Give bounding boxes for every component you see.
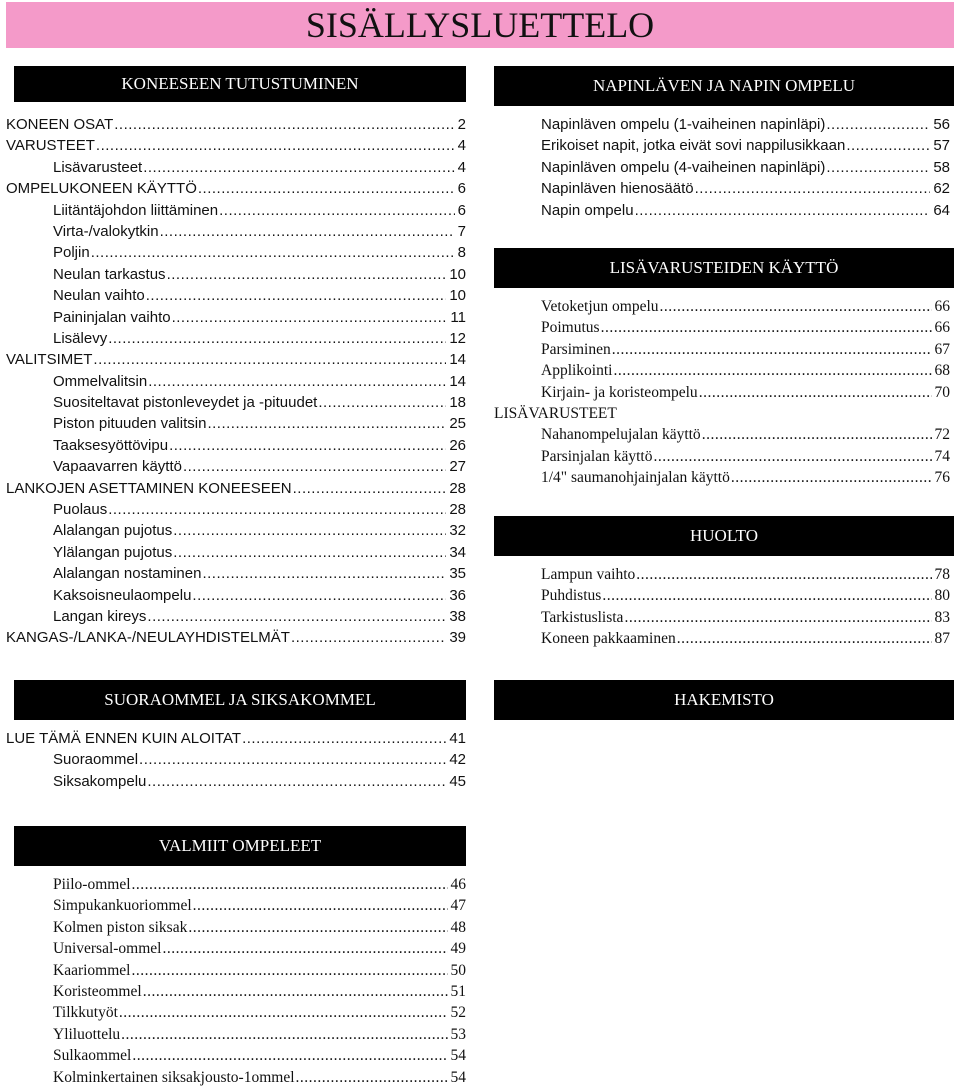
toc-entry-title: Vetoketjun ompelu: [541, 298, 659, 315]
toc-entry-page: 80: [934, 587, 950, 605]
toc-leader-dots: [660, 296, 932, 317]
toc-entry-page: 4: [457, 137, 466, 155]
toc-entry-title: Kirjain- ja koristeompelu: [541, 383, 698, 401]
toc-entry-title: KONEEN OSAT: [6, 116, 114, 133]
toc-leader-dots: [624, 607, 931, 628]
toc-entry: [6, 749, 472, 770]
toc-entry: [6, 349, 472, 370]
toc-list-koneeseen: [6, 114, 472, 649]
toc-entry-page: 32: [449, 522, 466, 540]
toc-entry: [6, 585, 472, 606]
toc-entry-title: Vapaavarren käyttö: [53, 458, 182, 476]
toc-entry-title: Virta-/valokytkin: [53, 222, 159, 240]
toc-entry-title: Erikoiset napit, jotka eivät sovi nappilusikkaan: [541, 137, 846, 155]
toc-entry-page: 47: [450, 897, 466, 915]
toc-entry-page: 78: [934, 566, 950, 583]
toc-leader-dots: [193, 895, 448, 916]
toc-entry: [494, 317, 954, 338]
toc-entry: [494, 157, 954, 178]
toc-entry-title: Puhdistus: [541, 587, 602, 605]
toc-entry: [494, 200, 954, 221]
toc-entry: [494, 424, 954, 445]
toc-leader-dots: [143, 981, 448, 1002]
toc-entry-title: Napinläven ompelu (1-vaiheinen napinläpi): [541, 116, 826, 133]
section-header-valmiit: VALMIIT OMPELEET: [14, 826, 466, 866]
section-header-suoraommel: SUORAOMMEL JA SIKSAKOMMEL: [14, 680, 466, 720]
toc-entry-page: 49: [450, 940, 466, 958]
toc-entry-title: Parsiminen: [541, 340, 611, 358]
toc-entry-page: 54: [450, 1047, 466, 1065]
section-napinlaven: [494, 66, 954, 221]
toc-entry-title: OMPELUKONEEN KÄYTTÖ: [6, 180, 197, 198]
toc-entry-page: 18: [449, 394, 466, 412]
toc-entry: [6, 895, 472, 916]
toc-entry-page: 6: [457, 201, 466, 219]
toc-entry-title: LISÄVARUSTEET: [494, 404, 617, 422]
toc-leader-dots: [296, 1067, 448, 1088]
section-header-napinlaven: NAPINLÄVEN JA NAPIN OMPELU: [494, 66, 954, 106]
toc-leader-dots: [192, 585, 446, 606]
section-hakemisto: [494, 680, 954, 720]
toc-entry-title: Puolaus: [53, 501, 108, 519]
toc-entry-page: 68: [934, 362, 950, 380]
toc-entry: [6, 328, 472, 349]
toc-leader-dots: [108, 499, 446, 520]
toc-leader-dots: [173, 542, 446, 563]
toc-entry-page: 72: [934, 426, 950, 444]
toc-entry-title: Kolminkertainen siksakjousto-1ommel: [53, 1068, 295, 1086]
toc-entry-title: Napinläven ompelu (4-vaiheinen napinläpi): [541, 158, 826, 176]
toc-entry-page: 8: [457, 244, 466, 262]
toc-entry: [6, 627, 472, 648]
toc-leader-dots: [169, 435, 446, 456]
toc-leader-dots: [242, 728, 446, 749]
toc-entry-title: Koneen pakkaaminen: [541, 630, 676, 648]
toc-list-huolto: [494, 564, 954, 650]
toc-entry: [494, 135, 954, 156]
toc-entry-page: 87: [934, 630, 950, 648]
section-lisavarusteiden: [494, 248, 954, 489]
toc-leader-dots: [147, 606, 446, 627]
toc-entry: [6, 135, 472, 156]
toc-leader-dots: [93, 349, 446, 370]
toc-entry: [6, 938, 472, 959]
toc-leader-dots: [202, 563, 446, 584]
toc-entry-title: Lampun vaihto: [541, 566, 636, 583]
toc-entry: [6, 499, 472, 520]
toc-entry-title: Napinläven hienosäätö: [541, 180, 694, 198]
toc-entry-title: Ylälangan pujotus: [53, 543, 173, 561]
toc-entry-title: Lisävarusteet: [53, 158, 143, 176]
toc-entry-page: 41: [449, 730, 466, 747]
toc-list-suoraommel: [6, 728, 472, 792]
toc-leader-dots: [699, 382, 932, 403]
toc-entry-page: 4: [457, 158, 466, 176]
toc-leader-dots: [826, 157, 930, 178]
toc-entry-page: 62: [933, 180, 950, 198]
toc-entry: [6, 307, 472, 328]
toc-entry-page: 27: [449, 458, 466, 476]
toc-entry-title: Langan kireys: [53, 607, 147, 625]
toc-leader-dots: [731, 467, 932, 488]
toc-entry: [6, 960, 472, 981]
toc-entry-page: 53: [450, 1025, 466, 1043]
toc-leader-dots: [91, 242, 455, 263]
toc-entry-title: Taaksesyöttövipu: [53, 436, 169, 454]
section-header-lisavarusteiden: LISÄVARUSTEIDEN KÄYTTÖ: [494, 248, 954, 288]
toc-entry-page: 26: [449, 436, 466, 454]
toc-entry-title: Siksakompelu: [53, 772, 147, 790]
toc-entry-page: 11: [450, 308, 466, 326]
toc-leader-dots: [132, 1045, 447, 1066]
toc-entry-page: 51: [450, 982, 466, 1000]
toc-entry-title: Piilo-ommel: [53, 876, 131, 893]
toc-leader-dots: [702, 424, 932, 445]
toc-entry: [6, 114, 472, 135]
toc-entry-page: 28: [449, 479, 466, 497]
toc-leader-dots: [612, 339, 932, 360]
toc-entry-title: VARUSTEET: [6, 137, 95, 155]
toc-entry-title: Poimutus: [541, 319, 600, 337]
toc-entry-title: Paininjalan vaihto: [53, 308, 171, 326]
toc-leader-dots: [162, 938, 447, 959]
toc-entry-page: 42: [449, 751, 466, 769]
toc-leader-dots: [291, 627, 446, 648]
toc-entry: [6, 413, 472, 434]
section-koneeseen: [6, 66, 472, 649]
toc-leader-dots: [602, 585, 931, 606]
toc-entry-page: 64: [933, 201, 950, 219]
toc-leader-dots: [119, 1002, 448, 1023]
toc-entry-title: Liitäntäjohdon liittäminen: [53, 201, 219, 219]
toc-entry-page: 50: [450, 961, 466, 979]
toc-entry: [6, 981, 472, 1002]
toc-entry-title: Alalangan nostaminen: [53, 565, 202, 583]
toc-leader-dots: [173, 520, 446, 541]
toc-entry: [6, 456, 472, 477]
toc-leader-dots: [96, 135, 455, 156]
toc-entry-title: Yliluottelu: [53, 1025, 121, 1043]
toc-entry-title: Applikointi: [541, 362, 613, 380]
toc-entry-title: Ommelvalitsin: [53, 372, 148, 390]
toc-list-valmiit: [6, 874, 472, 1088]
toc-entry-page: 67: [934, 340, 950, 358]
toc-leader-dots: [148, 371, 446, 392]
toc-entry: [6, 1067, 472, 1088]
toc-entry-page: 12: [449, 329, 466, 347]
toc-entry-page: 76: [934, 469, 950, 487]
toc-entry-page: 6: [457, 180, 466, 198]
toc-entry: [6, 242, 472, 263]
toc-leader-dots: [601, 317, 932, 338]
toc-entry: [6, 1024, 472, 1045]
toc-entry: [494, 564, 954, 585]
toc-entry-title: Kaksoisneulaompelu: [53, 586, 192, 604]
toc-leader-dots: [167, 264, 447, 285]
toc-entry-page: 66: [934, 298, 950, 315]
toc-leader-dots: [635, 200, 931, 221]
toc-entry: [494, 360, 954, 381]
toc-entry: [6, 520, 472, 541]
toc-entry-title: Napin ompelu: [541, 201, 634, 219]
toc-entry-page: 10: [449, 265, 466, 283]
toc-entry-title: Universal-ommel: [53, 940, 162, 958]
section-valmiit: [6, 826, 472, 1088]
toc-entry-title: 1/4" saumanohjainjalan käyttö: [541, 469, 730, 487]
toc-leader-dots: [654, 446, 932, 467]
toc-entry-page: 70: [934, 383, 950, 401]
toc-entry: [494, 585, 954, 606]
toc-entry-page: 57: [933, 137, 950, 155]
toc-entry: [6, 157, 472, 178]
toc-entry: [494, 178, 954, 199]
toc-entry: [494, 607, 954, 628]
toc-leader-dots: [131, 960, 447, 981]
page-title: SISÄLLYSLUETTELO: [6, 2, 954, 48]
toc-entry: [6, 1045, 472, 1066]
toc-entry: [6, 874, 472, 895]
toc-leader-dots: [207, 413, 446, 434]
toc-entry-title: Alalangan pujotus: [53, 522, 173, 540]
toc-entry-title: Suoraommel: [53, 751, 139, 769]
toc-entry-title: Neulan vaihto: [53, 287, 145, 305]
toc-entry-title: Kolmen piston siksak: [53, 918, 188, 936]
toc-entry-page: 35: [449, 565, 466, 583]
toc-leader-dots: [318, 392, 446, 413]
toc-leader-dots: [114, 114, 454, 135]
toc-entry: [6, 728, 472, 749]
toc-entry-title: VALITSIMET: [6, 351, 93, 369]
toc-entry-title: Kaariommel: [53, 961, 131, 979]
toc-entry-page: 7: [457, 222, 466, 240]
toc-entry-title: Sulkaommel: [53, 1047, 132, 1065]
toc-entry: [6, 771, 472, 792]
toc-entry-page: 52: [450, 1004, 466, 1022]
toc-leader-dots: [677, 628, 932, 649]
toc-entry-page: 10: [449, 287, 466, 305]
toc-entry-title: LANKOJEN ASETTAMINEN KONEESEEN: [6, 479, 292, 497]
toc-leader-dots: [147, 771, 446, 792]
toc-entry: [6, 264, 472, 285]
toc-list-lisavarusteiden: [494, 296, 954, 489]
section-header-huolto: HUOLTO: [494, 516, 954, 556]
toc-entry-title: Poljin: [53, 244, 90, 262]
toc-leader-dots: [146, 285, 447, 306]
toc-entry-page: 46: [450, 876, 466, 893]
toc-entry-page: 54: [450, 1068, 466, 1086]
toc-entry: [6, 542, 472, 563]
toc-leader-dots: [188, 917, 447, 938]
section-header-hakemisto: HAKEMISTO: [494, 680, 954, 720]
toc-entry-page: 66: [934, 319, 950, 337]
toc-leader-dots: [846, 135, 930, 156]
toc-entry: [6, 917, 472, 938]
toc-entry-page: 2: [457, 116, 466, 133]
section-huolto: [494, 516, 954, 650]
toc-entry-page: 28: [449, 501, 466, 519]
toc-leader-dots: [172, 307, 448, 328]
toc-leader-dots: [636, 564, 931, 585]
toc-entry-title: KANGAS-/LANKA-/NEULAYHDISTELMÄT: [6, 629, 290, 647]
toc-leader-dots: [183, 456, 446, 477]
toc-leader-dots: [121, 1024, 447, 1045]
toc-entry: [6, 371, 472, 392]
toc-entry-page: 48: [450, 918, 466, 936]
toc-entry-title: Lisälevy: [53, 329, 108, 347]
toc-leader-dots: [132, 874, 448, 895]
toc-list-napinlaven: [494, 114, 954, 221]
toc-leader-dots: [219, 200, 455, 221]
toc-leader-dots: [613, 360, 931, 381]
toc-entry: [6, 563, 472, 584]
toc-entry: [6, 285, 472, 306]
toc-entry-title: LUE TÄMÄ ENNEN KUIN ALOITAT: [6, 730, 242, 747]
toc-entry-page: 14: [449, 351, 466, 369]
toc-entry-title: Tilkkutyöt: [53, 1004, 118, 1022]
toc-entry-page: 56: [933, 116, 950, 133]
toc-entry: [6, 221, 472, 242]
toc-entry: [494, 382, 954, 403]
toc-leader-dots: [143, 157, 454, 178]
toc-entry: [6, 1002, 472, 1023]
section-suoraommel: [6, 680, 472, 792]
toc-entry-title: Suositeltavat pistonleveydet ja -pituudet: [53, 394, 318, 412]
toc-entry: [6, 392, 472, 413]
toc-entry: [6, 178, 472, 199]
toc-entry-title: Koristeommel: [53, 982, 142, 1000]
toc-entry-title: Piston pituuden valitsin: [53, 415, 207, 433]
toc-entry-page: 36: [449, 586, 466, 604]
toc-entry-page: 25: [449, 415, 466, 433]
toc-entry-title: Tarkistuslista: [541, 608, 624, 626]
toc-entry: [6, 478, 472, 499]
toc-entry: [494, 446, 954, 467]
toc-entry-title: Neulan tarkastus: [53, 265, 166, 283]
toc-entry-page: 45: [449, 772, 466, 790]
toc-leader-dots: [826, 114, 930, 135]
toc-entry-page: 38: [449, 607, 466, 625]
toc-entry: [494, 339, 954, 360]
toc-entry-title: Simpukankuoriommel: [53, 897, 192, 915]
toc-entry: [494, 296, 954, 317]
toc-leader-dots: [293, 478, 447, 499]
toc-entry-page: 34: [449, 543, 466, 561]
toc-entry: [494, 467, 954, 488]
toc-leader-dots: [198, 178, 455, 199]
toc-entry: [6, 435, 472, 456]
toc-leader-dots: [160, 221, 455, 242]
toc-entry-title: Parsinjalan käyttö: [541, 447, 653, 465]
toc-entry-page: 83: [934, 608, 950, 626]
toc-entry: [6, 200, 472, 221]
toc-entry-page: 74: [934, 447, 950, 465]
toc-entry-page: 39: [449, 629, 466, 647]
toc-entry: [494, 628, 954, 649]
toc-entry-page: 58: [933, 158, 950, 176]
section-header-koneeseen: KONEESEEN TUTUSTUMINEN: [14, 66, 466, 102]
toc-entry: [6, 606, 472, 627]
toc-entry: [494, 114, 954, 135]
toc-entry: [494, 403, 954, 424]
toc-entry-page: 14: [449, 372, 466, 390]
toc-leader-dots: [695, 178, 931, 199]
toc-leader-dots: [139, 749, 446, 770]
toc-entry-title: Nahanompelujalan käyttö: [541, 426, 701, 444]
toc-leader-dots: [108, 328, 446, 349]
